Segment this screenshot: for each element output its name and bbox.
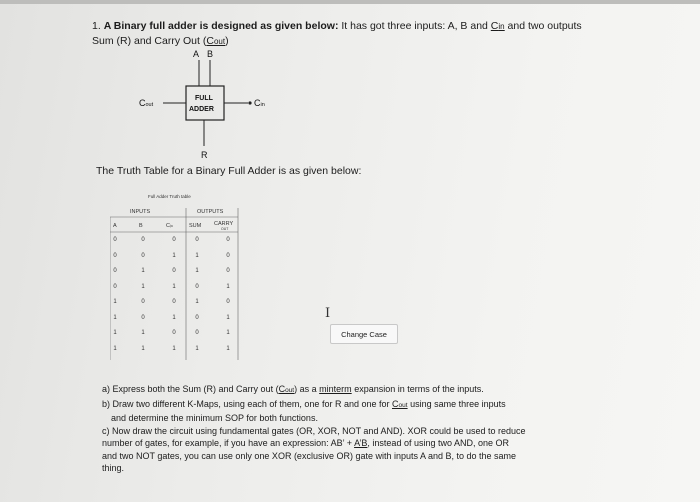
table-cell: 1 <box>195 252 199 259</box>
table-cell: 0 <box>113 237 117 243</box>
question-line2: Sum (R) and Carry Out ( <box>92 35 207 47</box>
question-heading: 1. A Binary full adder is designed as given below: It has got three inputs: A, B and Cin and two outputs Sum (R) and Carry Out (Cout) <box>92 20 582 47</box>
cout-label: Cout <box>206 35 226 47</box>
table-cell: 1 <box>141 330 145 336</box>
col-header-carry: CARRY <box>214 221 234 227</box>
table-cell: 0 <box>172 330 176 336</box>
table-cell: 1 <box>195 268 199 274</box>
question-text-b: and two outputs <box>507 20 582 32</box>
table-cell: 1 <box>195 299 199 305</box>
table-cell: 0 <box>113 252 117 259</box>
box-line1: FULL <box>195 95 213 102</box>
cin-label: Cin <box>490 20 505 32</box>
table-cell: 1 <box>141 268 145 274</box>
table-cell: 1 <box>172 345 176 352</box>
input-b-label: B <box>207 49 214 59</box>
box-line2: ADDER <box>189 106 214 113</box>
table-cell: 0 <box>172 299 176 305</box>
table-cell: 0 <box>226 252 230 259</box>
task-b: b) Draw two different K-Maps, using each of them, one for R and one for Cout using same three inputs and determine the minimum SOP for both functions. <box>102 398 506 423</box>
table-cell: 0 <box>195 237 199 243</box>
table-cell: 0 <box>172 237 176 243</box>
table-cell: 1 <box>172 252 176 259</box>
table-cell: 0 <box>226 268 230 274</box>
table-cell: 0 <box>141 237 145 243</box>
table-cell: 0 <box>195 314 199 321</box>
full-adder-lines <box>120 48 320 168</box>
table-cell: 0 <box>113 283 117 290</box>
table-cell: 1 <box>226 330 230 336</box>
cout-diagram-label: Cout <box>139 98 154 108</box>
text-cursor-icon: I <box>325 306 331 321</box>
table-cell: 0 <box>195 283 199 290</box>
table-cell: 1 <box>226 283 230 290</box>
table-cell: 0 <box>113 268 117 274</box>
table-cell: 1 <box>113 345 117 352</box>
table-cell: 0 <box>141 314 145 321</box>
question-number: 1. <box>92 20 101 32</box>
table-cell: 0 <box>141 252 145 259</box>
outputs-group-header: OUTPUTS <box>197 209 224 215</box>
truth-table-title: Full Adder Truth table <box>148 194 191 199</box>
r-output-label: R <box>201 150 208 160</box>
inputs-group-header: INPUTS <box>130 209 151 215</box>
top-strip <box>0 0 700 4</box>
change-case-tooltip[interactable]: Change Case <box>330 324 398 344</box>
cin-diagram-label: Cin <box>254 98 265 108</box>
col-header-sum: SUM <box>189 223 202 229</box>
table-cell: 1 <box>113 314 117 321</box>
col-header-b: B <box>139 223 143 229</box>
table-cell: 0 <box>195 330 199 336</box>
table-cell: 1 <box>141 283 145 290</box>
table-cell: 1 <box>226 314 230 321</box>
task-c: c) Now draw the circuit using fundamental gates (OR, XOR, NOT and AND). XOR could be used to reduce number of gates, for example, if you have an expression: AB’ + A’B, instead of using two AND, one OR and two NOT gates, you can use only one XOR (exclusive OR) gate with inputs A and B, to do the same thing. <box>102 425 526 473</box>
table-cell: 1 <box>172 314 176 321</box>
table-cell: 0 <box>226 237 230 243</box>
full-adder-box <box>186 86 224 120</box>
question-text-a: It has got three inputs: A, B and <box>341 20 488 32</box>
table-cell: 1 <box>172 283 176 290</box>
col-header-a: A <box>113 223 117 229</box>
table-cell: 1 <box>113 330 117 336</box>
truth-table-caption: The Truth Table for a Binary Full Adder is as given below: <box>96 165 362 177</box>
question-bold-text: A Binary full adder is designed as given below: <box>103 20 339 32</box>
table-cell: 0 <box>226 299 230 305</box>
table-cell: 1 <box>141 345 145 352</box>
col-header-cin: Cᵢₙ <box>166 223 174 229</box>
table-cell: 1 <box>195 345 199 352</box>
table-cell: 0 <box>172 268 176 274</box>
table-cell: 1 <box>113 299 117 305</box>
table-cell: 0 <box>141 299 145 305</box>
task-a: a) Express both the Sum (R) and Carry out (Cout) as a minterm expansion in terms of the inputs. <box>102 384 484 394</box>
col-header-carry-sub: OUT <box>221 227 229 231</box>
input-a-label: A <box>193 49 200 59</box>
table-cell: 1 <box>226 345 230 352</box>
task-list <box>102 383 622 475</box>
